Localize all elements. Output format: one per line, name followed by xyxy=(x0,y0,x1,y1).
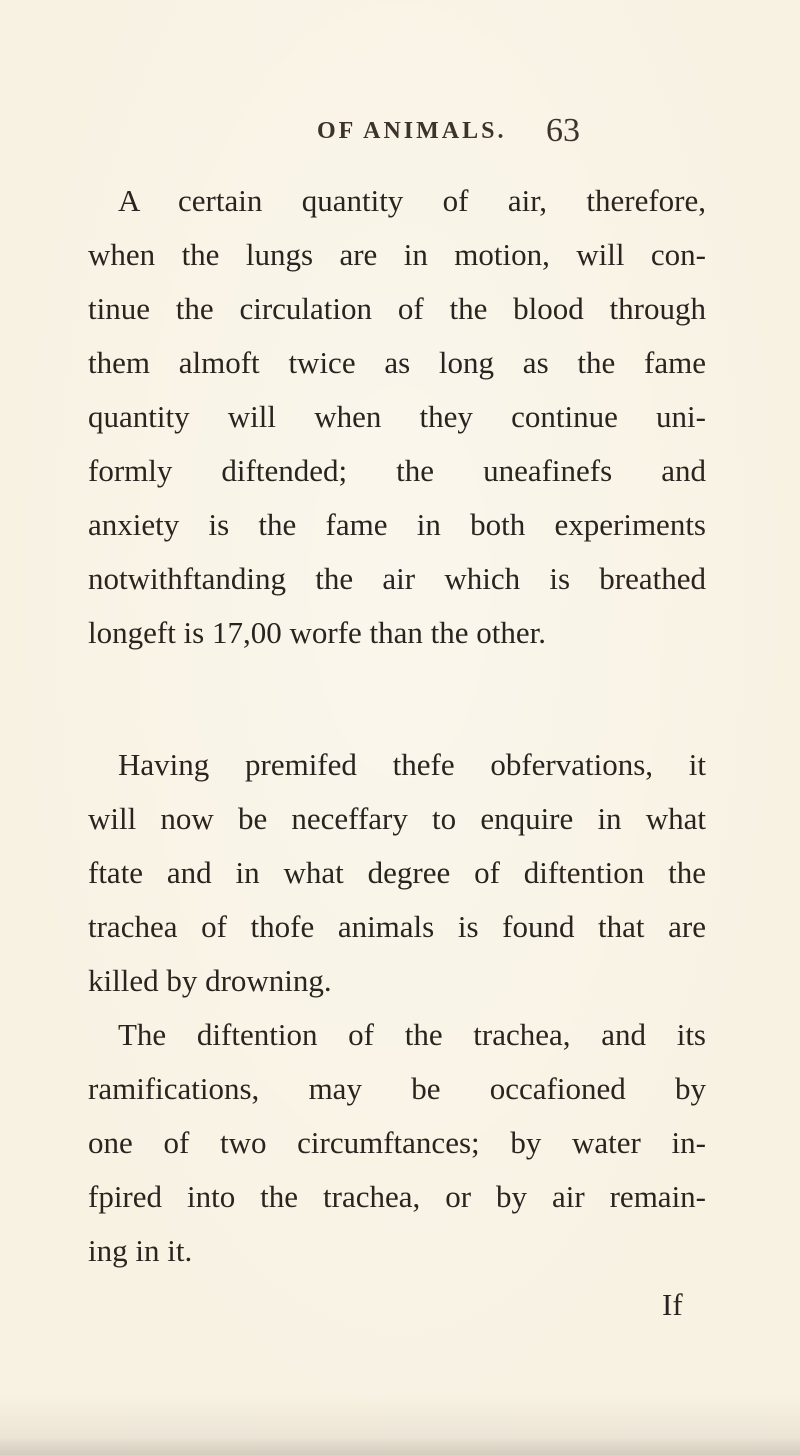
catchword: If xyxy=(662,1287,683,1322)
text-line: ftate and in what degree of diftention the xyxy=(88,855,706,890)
text-line: anxiety is the fame in both experiments xyxy=(88,507,706,542)
page-number: 63 xyxy=(546,112,580,149)
text-line: trachea of thofe animals is found that are xyxy=(88,909,706,944)
text-line: ramifications, may be occafioned by xyxy=(88,1071,706,1106)
text-line: killed by drowning. xyxy=(88,963,332,998)
text-line: will now be neceffary to enquire in what xyxy=(88,801,706,836)
text-line: them almoft twice as long as the fame xyxy=(88,345,706,380)
text-line: when the lungs are in motion, will con- xyxy=(88,237,706,272)
text-line: fpired into the trachea, or by air remain- xyxy=(88,1179,706,1214)
text-line: ing in it. xyxy=(88,1233,193,1268)
page-edge-shadow xyxy=(0,1395,800,1455)
text-line: one of two circumftances; by water in- xyxy=(88,1125,706,1160)
running-title: OF ANIMALS. xyxy=(317,118,507,144)
text-line: Having premifed thefe obfervations, it xyxy=(118,747,706,782)
page-header xyxy=(0,112,800,162)
text-line: The diftention of the trachea, and its xyxy=(118,1017,706,1052)
text-line: quantity will when they continue uni- xyxy=(88,399,706,434)
text-line: notwithftanding the air which is breathed xyxy=(88,561,706,596)
text-line: A certain quantity of air, therefore, xyxy=(118,183,706,218)
text-line: longeft is 17,00 worfe than the other. xyxy=(88,615,547,650)
text-line: formly diftended; the uneafinefs and xyxy=(88,453,706,488)
text-line: tinue the circulation of the blood through xyxy=(88,291,706,326)
